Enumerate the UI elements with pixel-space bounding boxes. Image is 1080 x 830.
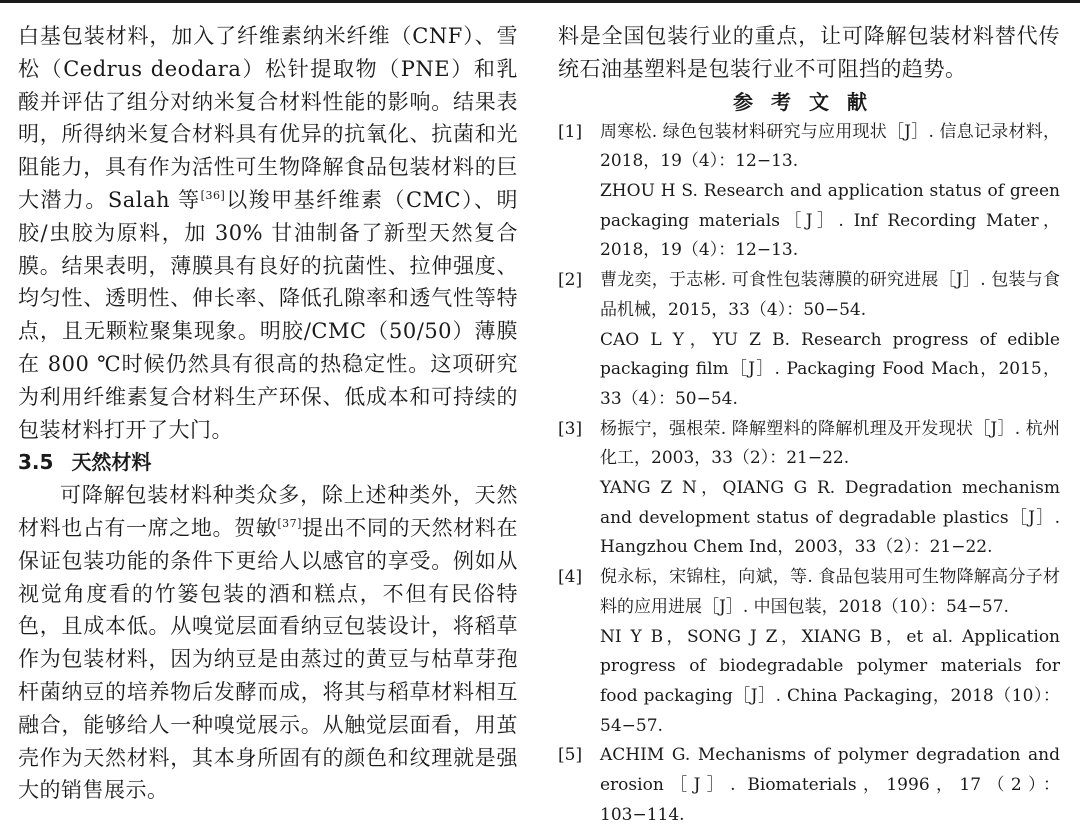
- citation-superscript: [37]: [277, 516, 302, 530]
- section-title: 天然材料: [71, 450, 152, 475]
- reference-number: [1]: [558, 121, 583, 142]
- right-column: [558, 20, 1060, 830]
- paragraph-text: 白基包装材料，加入了纤维素纳米纤维（CNF）、雪松（Cedrus deodara）松针提取物（PNE）和乳酸并评估了组分对纳米复合材料性能的影响。结果表明，所得纳米复合材料具有优异的抗氧化、抗菌和光阻能力，具有作为活性可生物降解食品包装材料的巨大潜力。Salah 等: [18, 24, 518, 212]
- citation-superscript: [36]: [200, 188, 226, 202]
- left-column: [18, 20, 518, 807]
- reference-number: [3]: [558, 418, 583, 439]
- section-number: 3.5: [18, 450, 54, 475]
- reference-item: [558, 118, 1060, 267]
- reference-english: CAO L Y，YU Z B. Research progress of edible packaging film［J］. Packaging Food Mach，2015，33（4）：50−54.: [600, 329, 1060, 409]
- paragraph-text: 可降解包装材料种类众多，除上述种类外，天然材料也占有一席之地。贺敏: [18, 483, 518, 540]
- top-rule: [0, 0, 1080, 3]
- body-paragraph: 料是全国包装行业的重点，让可降解包装材料替代传统石油基塑料是包装行业不可阻挡的趋势。: [558, 24, 1060, 81]
- reference-number: [2]: [558, 270, 583, 291]
- reference-list: [558, 118, 1060, 830]
- references-heading: 参考文献: [733, 89, 885, 114]
- reference-chinese: 倪永标，宋锦柱，向斌，等. 食品包装用可生物降解高分子材料的应用进展［J］. 中国包装，2018（10）：54−57.: [600, 567, 1060, 617]
- reference-item: [558, 563, 1060, 741]
- reference-chinese: 周寒松. 绿色包装材料研究与应用现状［J］. 信息记录材料，2018，19（4）：12−13.: [600, 121, 1060, 172]
- paragraph-text: 提出不同的天然材料在保证包装功能的条件下更给人以感官的享受。例如从视觉角度看的竹篓包装的酒和糕点，不但有民俗特色，且成本低。从嗅觉层面看纳豆包装设计，将稻草作为包装材料，因为纳豆是由蒸过的黄豆与枯草芽孢杆菌纳豆的培养物后发酵而成，将其与稻草材料相互融合，能够给人一种嗅觉展示。从触觉层面看，用茧壳作为天然材料，其本身所固有的颜色和纹理就是强大的销售展示。: [18, 515, 518, 803]
- reference-item: [558, 741, 1060, 830]
- section-heading: [18, 446, 518, 479]
- body-paragraph: [18, 479, 518, 807]
- paragraph-text: 以羧甲基纤维素（CMC）、明胶/虫胶为原料，加 30% 甘油制备了新型天然复合膜。结果表明，薄膜具有良好的抗菌性、拉伸强度、均匀性、透明性、伸长率、降低孔隙率和透气性等特点，且无颗粒聚集现象。明胶/CMC（50/50）薄膜在 800 ℃时候仍然具有很高的热稳定性。这项研究为利用纤维素复合材料生产环保、低成本和可持续的包装材料打开了大门。: [18, 187, 519, 442]
- reference-chinese: 杨振宁，强根荣. 降解塑料的降解机理及开发现状［J］. 杭州化工，2003，33（2）：21−22.: [600, 418, 1060, 469]
- reference-item: [558, 266, 1060, 415]
- reference-chinese: 曹龙奕，于志彬. 可食性包装薄膜的研究进展［J］. 包装与食品机械，2015，33（4）：50−54.: [600, 270, 1060, 320]
- reference-english: ZHOU H S. Research and application status of green packaging materials［J］. Inf Recording Mater，2018，19（4）：12−13.: [600, 181, 1060, 261]
- body-paragraph: [18, 20, 518, 446]
- reference-item: [558, 415, 1060, 564]
- reference-number: [4]: [558, 567, 583, 588]
- reference-english: ACHIM G. Mechanisms of polymer degradation and erosion［J］. Biomaterials，1996，17（2）：103−114.: [600, 745, 1060, 825]
- reference-number: [5]: [558, 745, 583, 766]
- reference-english: YANG Z N，QIANG G R. Degradation mechanism and development status of degradable plastics［J］. Hangzhou Chem Ind，2003，33（2）：21−22.: [600, 478, 1060, 558]
- reference-english: NI Y B，SONG J Z，XIANG B，et al. Application progress of biodegradable polymer materials for food packaging［J］. China Packaging，2018（10）：54−57.: [600, 626, 1060, 736]
